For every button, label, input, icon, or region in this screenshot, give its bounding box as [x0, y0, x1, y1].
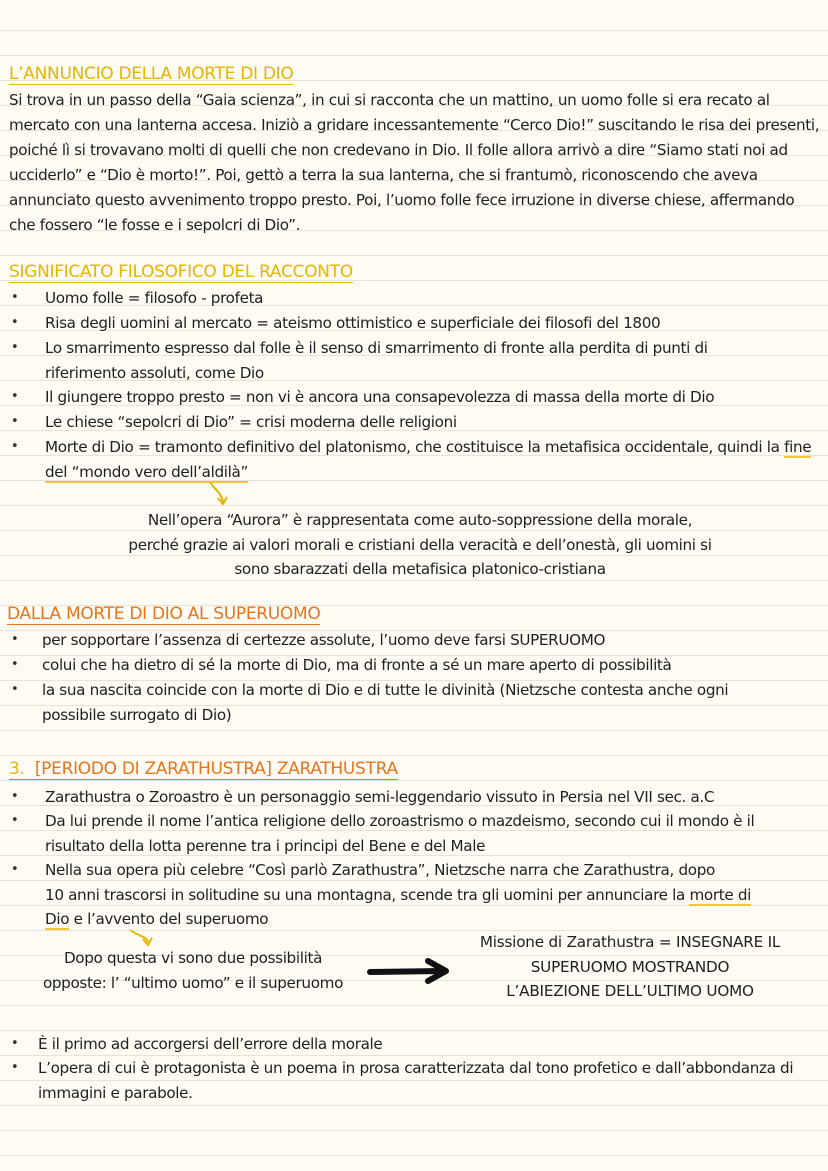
list-item: la sua nascita coincide con la morte di Dio e di tutte le divinità (Nietzsche contesta anche ogni possibile surrogato di Dio)	[42, 681, 729, 724]
highlighted-text: fine del “mondo vero dell’aldilà”	[45, 438, 812, 481]
list-item: per sopportare l’assenza di certezze assolute, l’uomo deve farsi SUPERUOMO	[42, 631, 606, 649]
curved-arrow-icon	[205, 480, 235, 510]
section-title-significato: SIGNIFICATO FILOSOFICO DEL RACCONTO	[9, 262, 353, 282]
note-line: SUPERUOMO MOSTRANDO	[530, 957, 730, 976]
bullet-dot: •	[11, 1060, 19, 1075]
list-item-line: Nella sua opera più celebre “Così parlò Zarathustra”, Nietzsche narra che Zarathustra, dopo	[45, 861, 715, 879]
list-item: Zarathustra o Zoroastro è un personaggio semi-leggendario vissuto in Persia nel VII sec. a.C	[45, 788, 715, 806]
section-title-annuncio: L’ANNUNCIO DELLA MORTE DI DIO	[9, 64, 294, 84]
bullet-dot: •	[11, 632, 19, 647]
bullet-dot: •	[11, 389, 19, 404]
bullet-dot: •	[11, 657, 19, 672]
bullet-dot: •	[11, 1036, 19, 1051]
note-line: sono sbarazzati della metafisica platonico-cristiana	[234, 560, 606, 578]
bullet-dot: •	[11, 682, 19, 697]
bullet-dot: •	[11, 290, 19, 305]
list-item: colui che ha dietro di sé la morte di Dio, ma di fronte a sé un mare aperto di possibilità	[42, 656, 672, 674]
right-arrow-icon	[366, 958, 456, 984]
paragraph-annuncio: Si trova in un passo della “Gaia scienza”, in cui si racconta che un mattino, un uomo folle si era recato al mercato con una lanterna accesa. Iniziò a gridare incessantemente “Cerco Dio!” suscitando le risa dei presenti, poiché lì si trovavano molti di quelli che non credevano in Dio. Il folle allora arrivò a dire “Siamo stati noi ad ucciderlo” e “Dio è morto!”. Poi, gettò a terra la sua lanterna, che si frantumò, riconoscendo che aveva annunciato questo avvenimento troppo presto. Poi, l’uomo folle fece irruzione in diverse chiese, affermando che fossero “le fosse e i sepolcri di Dio”.	[9, 91, 820, 234]
note-line: Dopo questa vi sono due possibilità	[63, 949, 323, 967]
bullet-dot: •	[11, 439, 19, 454]
list-item: Da lui prende il nome l’antica religione dello zoroastrismo o mazdeismo, secondo cui il mondo è il risultato della lotta perenne tra i principi del Bene e del Male	[45, 812, 755, 855]
list-item: Il giungere troppo presto = non vi è ancora una consapevolezza di massa della morte di Dio	[45, 388, 715, 406]
list-item-line: Dio e l’avvento del superuomo	[45, 910, 269, 928]
list-item	[45, 858, 825, 932]
bullet-dot: •	[11, 813, 19, 828]
bullet-dot: •	[11, 414, 19, 429]
list-item: È il primo ad accorgersi dell’errore della morale	[38, 1035, 383, 1053]
bullet-dot: •	[11, 862, 19, 877]
bullet-dot: •	[11, 315, 19, 330]
list-item: Le chiese “sepolcri di Dio” = crisi moderna delle religioni	[45, 413, 457, 431]
list-item: Uomo folle = filosofo - profeta	[45, 289, 264, 307]
note-line: Nell’opera “Aurora” è rappresentata come auto-soppressione della morale,	[147, 511, 693, 529]
list-item	[45, 435, 825, 484]
list-item-line: 10 anni trascorsi in solitudine su una montagna, scende tra gli uomini per annunciare la morte di	[45, 885, 751, 904]
highlighted-text: morte di	[689, 885, 751, 904]
note-aurora	[60, 508, 780, 582]
bullet-dot: •	[11, 789, 19, 804]
note-mission	[450, 930, 810, 1004]
list-item: Lo smarrimento espresso dal folle è il senso di smarrimento di fronte alla perdita di punti di riferimento assoluti, come Dio	[45, 339, 708, 382]
list-item: L’opera di cui è protagonista è un poema in prosa caratterizzata dal tono profetico e dall’abbondanza di immagini e parabole.	[38, 1059, 794, 1102]
list-item: Risa degli uomini al mercato = ateismo ottimistico e superficiale dei filosofi del 1800	[45, 314, 661, 332]
note-line: opposte: l’ “ultimo uomo” e il superuomo	[42, 973, 344, 992]
note-line: L’ABIEZIONE DELL’ULTIMO UOMO	[506, 982, 754, 1000]
section-title-superuomo: DALLA MORTE DI DIO AL SUPERUOMO	[7, 604, 321, 624]
note-line: Missione di Zarathustra = INSEGNARE IL	[479, 933, 781, 951]
highlighted-text: Dio	[45, 910, 70, 928]
section-title-zarathustra: 3. [PERIODO DI ZARATHUSTRA] ZARATHUSTRA	[9, 759, 398, 779]
section-number: 3.	[9, 759, 25, 779]
bullet-dot: •	[11, 340, 19, 355]
list-item-text: Morte di Dio = tramonto definitivo del platonismo, che costituisce la metafisica occidentale, quindi la	[45, 438, 780, 456]
note-line: perché grazie ai valori morali e cristiani della veracità e dell’onestà, gli uomini si	[128, 535, 712, 554]
note-two-possibilities	[28, 946, 358, 995]
